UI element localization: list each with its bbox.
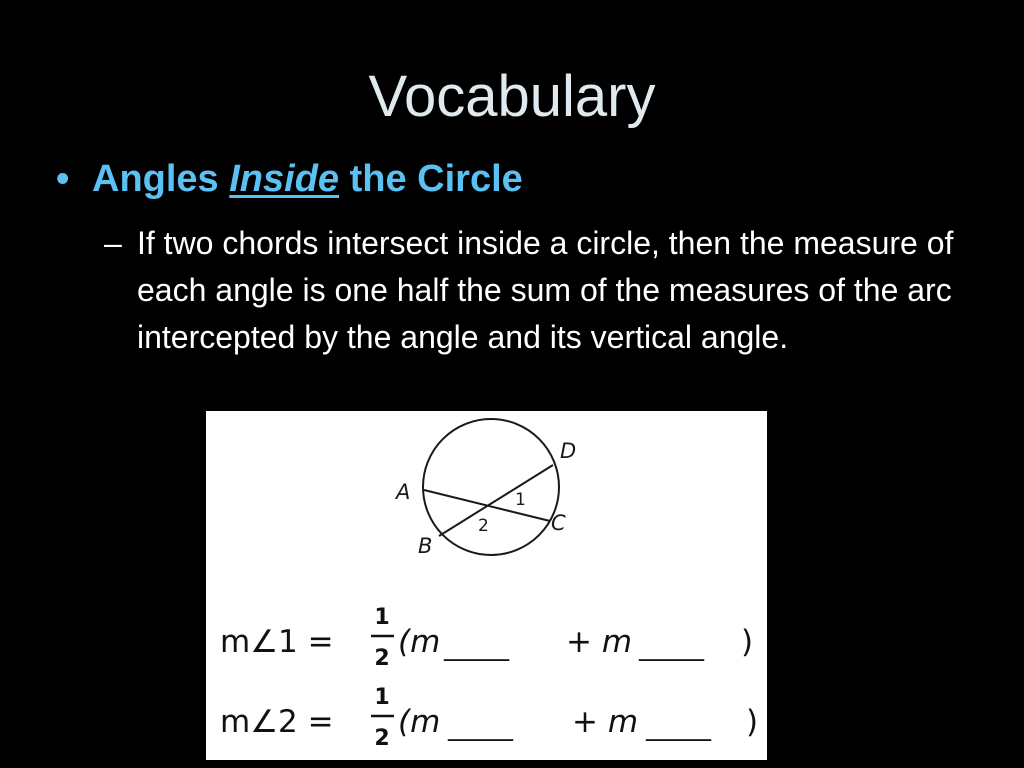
bullet-text-pre: Angles <box>92 158 230 200</box>
equation-2-denominator: 2 <box>374 726 390 751</box>
equation-2-close: ) <box>746 704 759 740</box>
equation-2-lhs: m∠2 = <box>220 704 334 740</box>
equation-2-blank-2: _____ <box>646 712 711 742</box>
angle-label-2: 2 <box>478 516 489 536</box>
angle-label-1: 1 <box>515 490 526 510</box>
equation-2-open: (m <box>398 704 441 740</box>
chord-diagram <box>206 411 767 760</box>
equation-1-numerator: 1 <box>374 605 390 630</box>
point-label-a: A <box>396 480 411 504</box>
equation-1-open: (m <box>398 624 441 660</box>
circle <box>423 419 559 555</box>
slide-title: Vocabulary <box>368 64 656 129</box>
point-label-c: C <box>551 511 566 535</box>
equation-2-numerator: 1 <box>374 685 390 710</box>
equation-2-blank-1: _____ <box>448 712 513 742</box>
sub-bullet-text: If two chords intersect inside a circle, then the measure of each angle is one half the sum of the measures of the arc intercepted by the angle and its vertical angle. <box>137 225 954 355</box>
equation-1-denominator: 2 <box>374 646 390 671</box>
equation-2-plus: + m <box>572 704 639 740</box>
bullet-text-emphasis: Inside <box>229 158 340 200</box>
bullet-marker: • <box>56 158 70 200</box>
chord-figure <box>206 411 767 760</box>
bullet-heading <box>56 156 523 202</box>
sub-bullet-marker: – <box>104 225 122 261</box>
equation-1-blank-2: _____ <box>639 632 704 662</box>
bullet-text-post: the Circle <box>339 158 523 200</box>
equation-1-close: ) <box>741 624 754 660</box>
point-label-d: D <box>560 439 577 463</box>
equation-1-lhs: m∠1 = <box>220 624 334 660</box>
equation-2 <box>220 685 758 751</box>
equation-1-blank-1: _____ <box>444 632 509 662</box>
point-label-b: B <box>418 534 433 558</box>
equation-1-plus: + m <box>566 624 633 660</box>
sub-bullet <box>104 220 974 361</box>
chord-bd <box>439 465 553 536</box>
equation-1 <box>220 605 753 671</box>
